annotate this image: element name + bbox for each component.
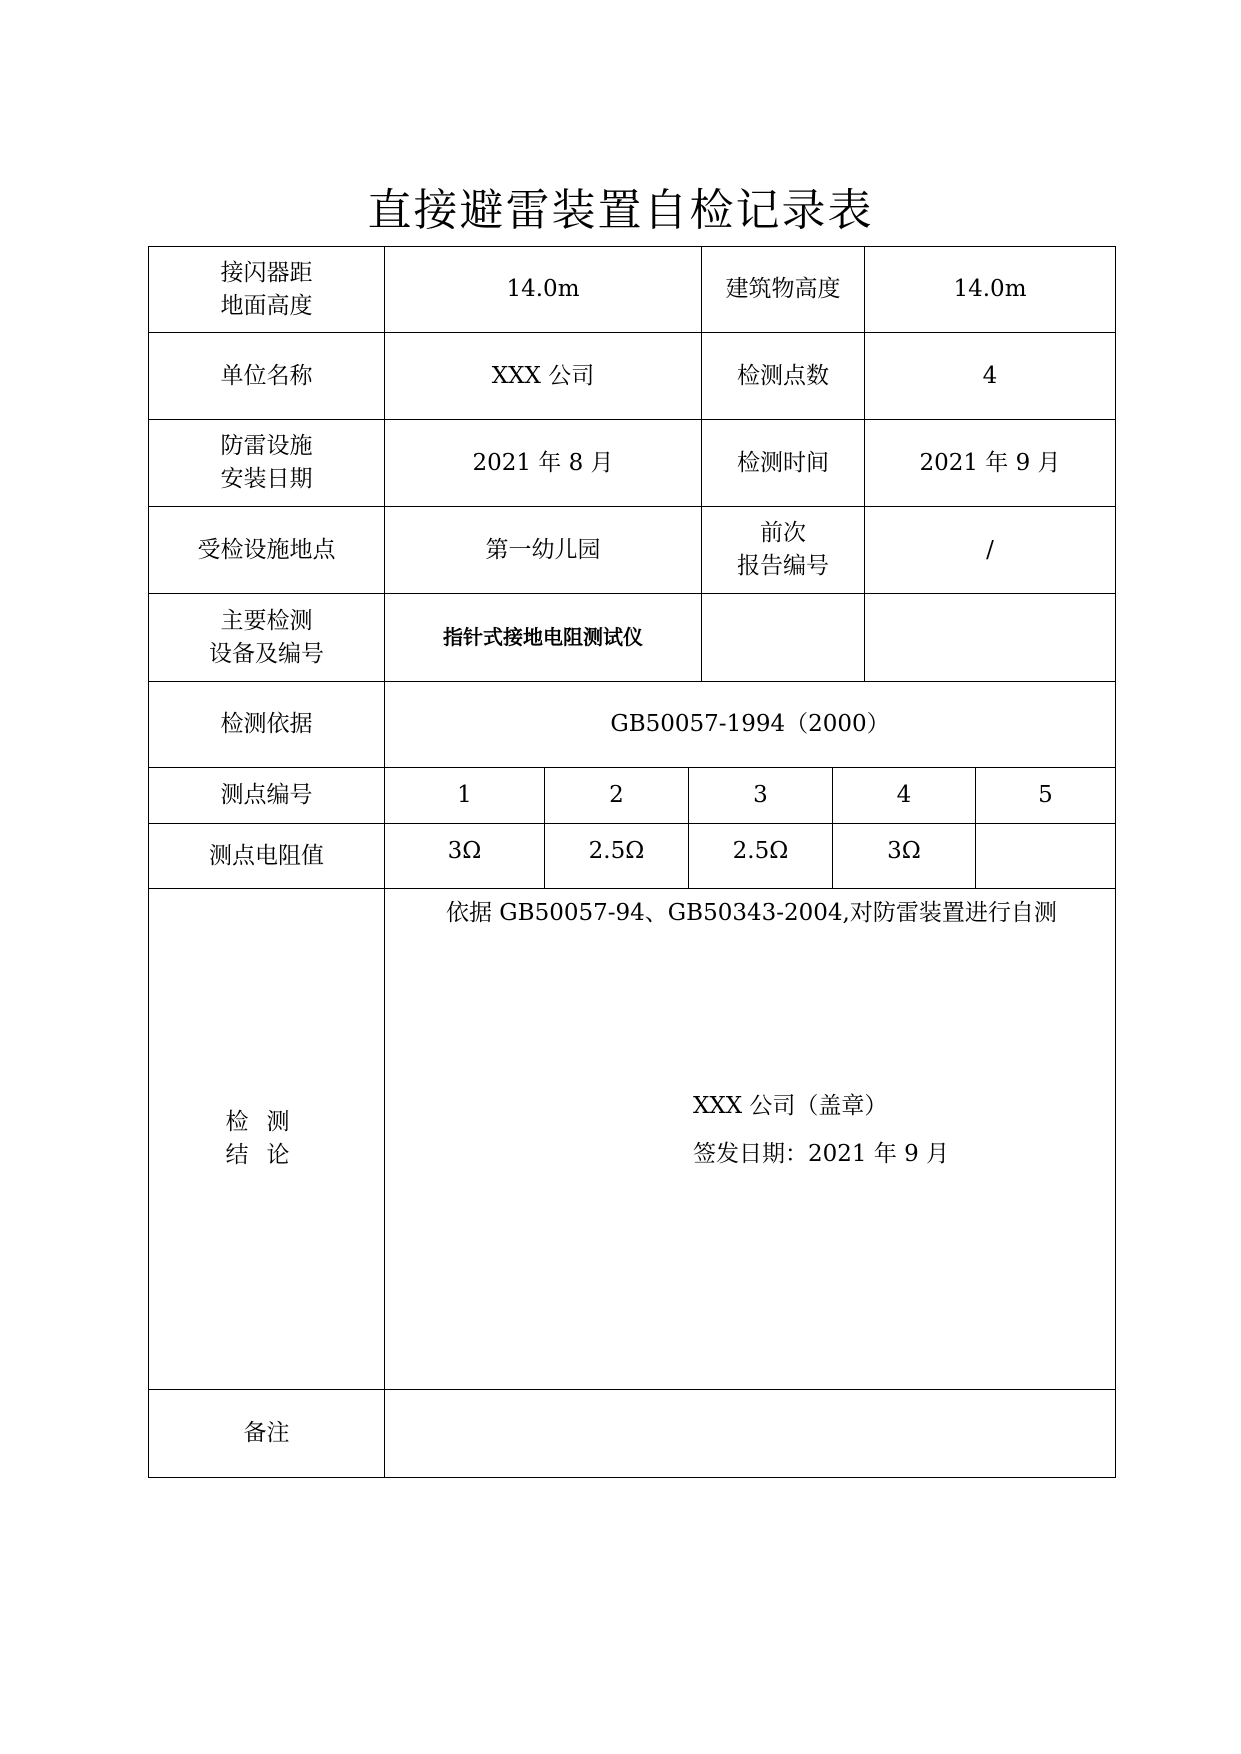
value-text: 2.5Ω — [732, 838, 789, 864]
label-text: 单位名称 — [220, 362, 313, 389]
value-inspection-basis — [384, 681, 1116, 768]
label-text: 检测点数 — [737, 362, 829, 389]
value-previous-report-number — [864, 506, 1116, 594]
document-title: 直接避雷装置自检记录表 — [367, 185, 874, 236]
equipment-number-cell — [864, 593, 1116, 682]
label-main-equipment — [148, 593, 385, 682]
value-text: 14.0m — [506, 276, 580, 302]
label-inspection-time — [701, 419, 865, 507]
equipment-extra-cell — [701, 593, 865, 682]
value-text: 1 — [457, 782, 472, 808]
value-text: 2.5Ω — [588, 838, 645, 864]
conclusion-basis-text: 依据 GB50057-94、GB50343-2004,对防雷装置进行自测 — [446, 900, 1057, 926]
value-main-equipment — [384, 593, 702, 682]
point-number-cell — [975, 767, 1116, 824]
point-number-cell — [688, 767, 833, 824]
value-text: 14.0m — [953, 276, 1027, 302]
label-facility-location — [148, 506, 385, 594]
value-text: 3Ω — [447, 838, 482, 864]
label-text: 测点编号 — [220, 782, 313, 808]
point-resistance-cell — [975, 823, 1116, 889]
value-text: 2021 年 9 月 — [919, 449, 1061, 476]
label-text: 结论 — [225, 1142, 308, 1168]
label-text: 前次 报告编号 — [737, 520, 829, 579]
value-text: 3 — [753, 782, 768, 808]
label-text: 检测 — [225, 1109, 308, 1135]
point-resistance-cell — [688, 823, 833, 889]
label-inspection-basis — [148, 681, 385, 768]
label-remarks — [148, 1389, 385, 1478]
value-remarks — [384, 1389, 1116, 1478]
value-text: 第一幼儿园 — [485, 536, 601, 563]
point-resistance-cell — [384, 823, 545, 889]
label-text: 备注 — [243, 1420, 290, 1446]
label-text: 建筑物高度 — [725, 276, 841, 302]
value-facility-location — [384, 506, 702, 594]
label-point-count — [701, 332, 865, 420]
value-inspection-time — [864, 419, 1116, 507]
label-text: 接闪器距 地面高度 — [220, 259, 313, 319]
label-text: 受检设施地点 — [197, 536, 336, 563]
label-previous-report-number — [701, 506, 865, 594]
label-install-date — [148, 419, 385, 507]
conclusion-issue-date: 签发日期：2021 年 9 月 — [693, 1141, 950, 1167]
value-text: XXX 公司 — [491, 362, 595, 389]
point-resistance-cell — [544, 823, 689, 889]
value-text: GB50057-1994（2000） — [610, 711, 890, 737]
label-text: 检测时间 — [737, 449, 829, 476]
value-point-count — [864, 332, 1116, 420]
value-text: 4 — [982, 362, 998, 389]
point-resistance-cell — [832, 823, 976, 889]
value-text: 2 — [609, 782, 624, 808]
label-text: 主要检测 设备及编号 — [209, 607, 324, 667]
label-point-resistance — [148, 823, 385, 889]
label-building-height — [701, 246, 865, 333]
label-text: 防雷设施 安装日期 — [220, 433, 313, 492]
point-number-cell — [384, 767, 545, 824]
conclusion-company-seal: XXX 公司（盖章） — [693, 1093, 888, 1119]
label-unit-name — [148, 332, 385, 420]
label-arrester-height — [148, 246, 385, 333]
label-text: 测点电阻值 — [209, 842, 324, 869]
value-text: 5 — [1038, 782, 1053, 808]
value-text: 3Ω — [887, 838, 921, 864]
value-install-date — [384, 419, 702, 507]
label-inspection-conclusion — [148, 888, 385, 1390]
value-unit-name — [384, 332, 702, 420]
value-building-height — [864, 246, 1116, 333]
point-number-cell — [544, 767, 689, 824]
label-point-number — [148, 767, 385, 824]
value-arrester-height — [384, 246, 702, 333]
label-text: 检测依据 — [220, 711, 313, 737]
value-text: 4 — [896, 782, 912, 808]
point-number-cell — [832, 767, 976, 824]
value-text: 2021 年 8 月 — [472, 449, 614, 476]
value-text: / — [986, 536, 994, 563]
value-text: 指针式接地电阻测试仪 — [443, 625, 643, 649]
